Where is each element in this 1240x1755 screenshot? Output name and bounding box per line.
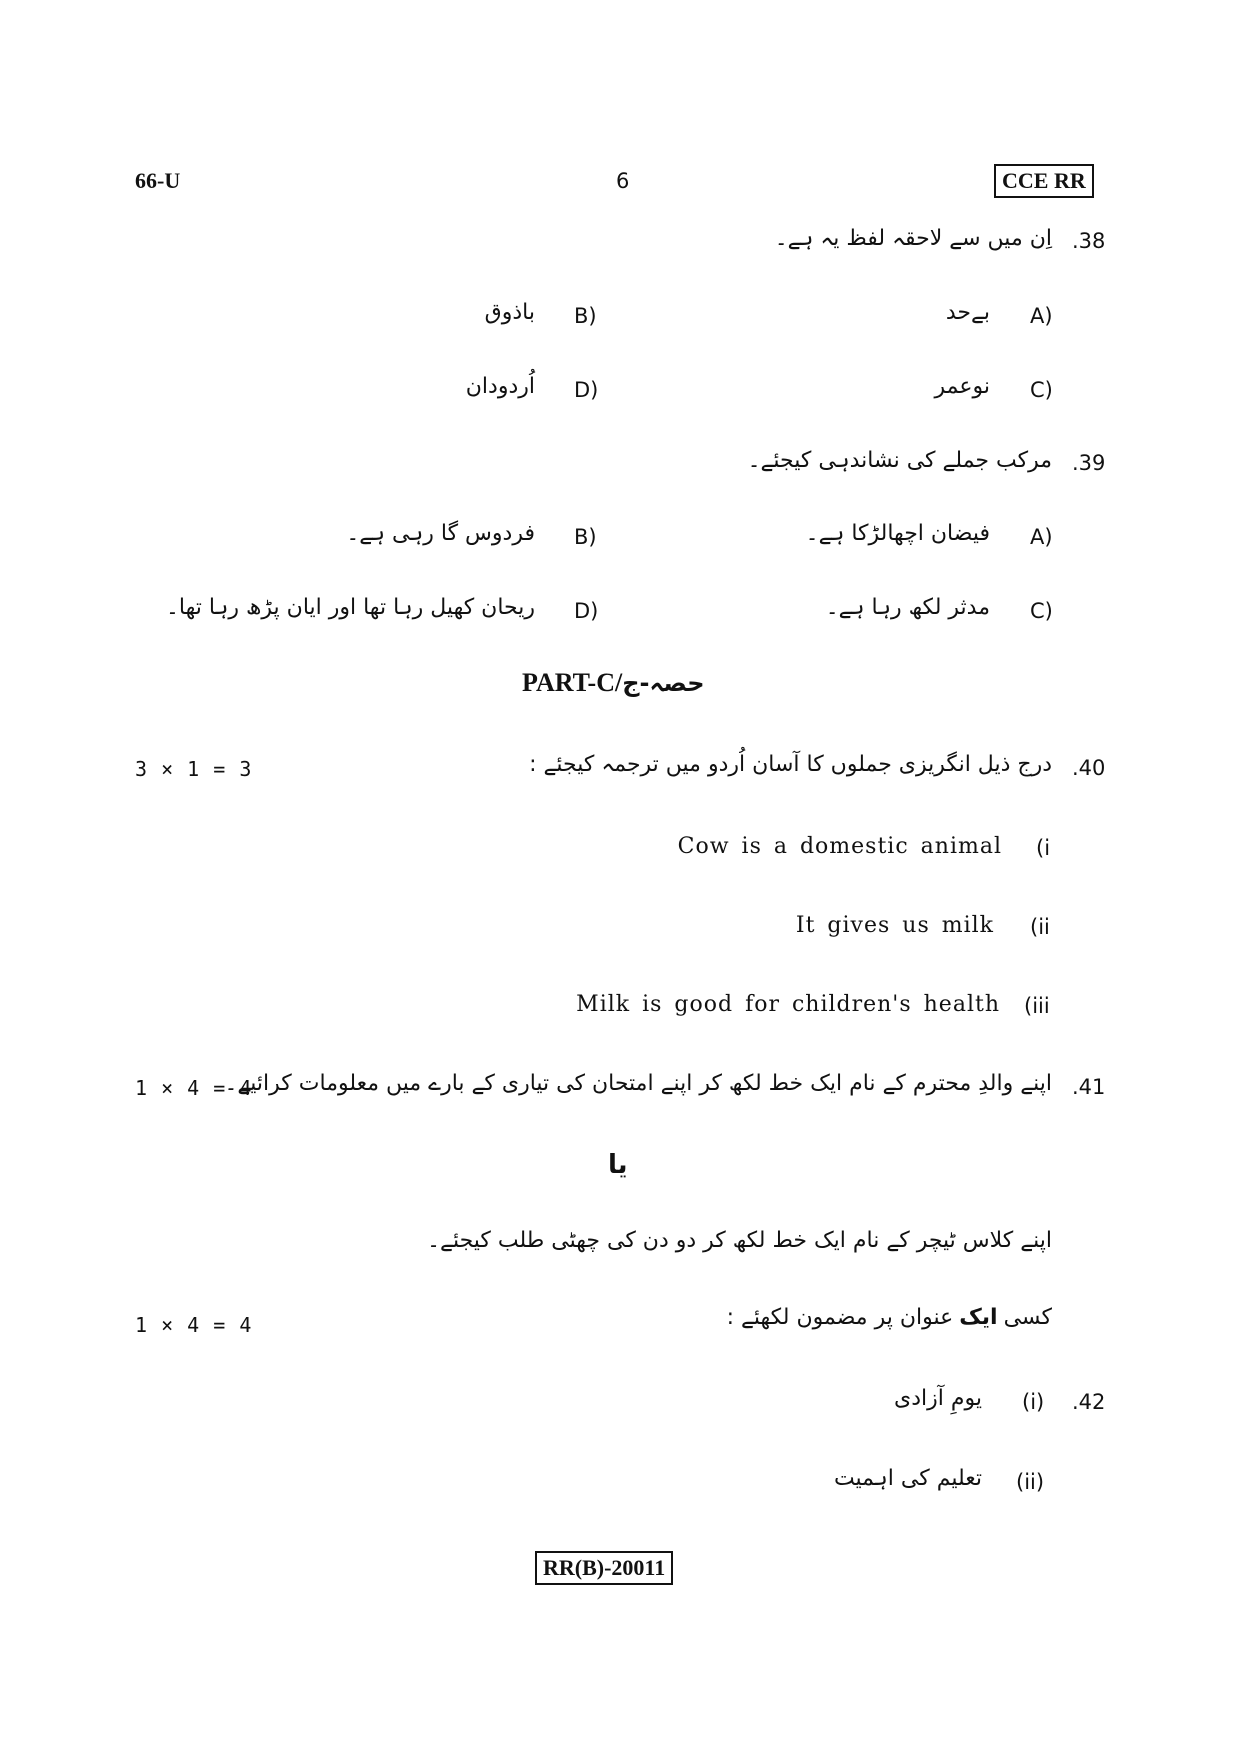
- q40-prompt: درج ذیل انگریزی جملوں کا آسان اُردو میں ترجمہ کیجئے :: [529, 752, 1052, 777]
- q39-option-a-text: فیضان اچھالڑکا ہے۔: [805, 521, 990, 546]
- footer-code-box: RR(B)-20011: [535, 1551, 673, 1585]
- q38-prompt: اِن میں سے لاحقہ لفظ یہ ہے۔: [774, 226, 1052, 251]
- q38-option-a-label: A): [1030, 304, 1053, 328]
- q38-option-a-text: بےحد: [945, 300, 990, 325]
- q41-prompt: اپنے والدِ محترم کے نام ایک خط لکھ کر اپنے امتحان کی تیاری کے بارے میں معلومات کرائیے۔: [224, 1071, 1052, 1096]
- q42-item-i-label: (i): [1022, 1390, 1045, 1414]
- part-c-heading: [522, 668, 704, 698]
- q40-item-ii-text: It gives us milk: [795, 913, 994, 938]
- q42-prompt-pre: کسی: [1003, 1305, 1052, 1330]
- q39-option-c-label: C): [1030, 599, 1053, 623]
- q38-option-d-label: D): [574, 378, 599, 402]
- q42-item-ii-label: (ii): [1016, 1470, 1045, 1494]
- q42-prompt: [727, 1305, 1052, 1330]
- q39-option-d-label: D): [574, 599, 599, 623]
- q41-or-text: یا: [608, 1150, 628, 1180]
- q39-option-b-label: B): [574, 525, 597, 549]
- q38-option-b-label: B): [574, 304, 597, 328]
- paper-code: 66-U: [135, 168, 181, 193]
- q39-option-d-text: ریحان کھیل رہا تھا اور ایان پڑھ رہا تھا۔: [165, 595, 535, 620]
- q39-option-b-text: فردوس گا رہی ہے۔: [346, 521, 535, 546]
- q42-item-ii-text: تعلیم کی اہمیت: [833, 1466, 982, 1491]
- q42-prompt-post: عنوان پر مضمون لکھئے :: [726, 1305, 954, 1330]
- page-number: 6: [616, 169, 630, 193]
- q39-option-a-label: A): [1030, 525, 1053, 549]
- q42-prompt-bold: ایک: [959, 1305, 998, 1330]
- q40-marks: 3 × 1 = 3: [135, 757, 253, 781]
- q41-number: .41: [1072, 1075, 1106, 1099]
- q40-number: .40: [1072, 756, 1106, 780]
- q38-option-b-text: باذوق: [484, 300, 535, 325]
- q39-prompt: مرکب جملے کی نشاندہی کیجئے۔: [747, 448, 1052, 473]
- q40-item-iii-text: Milk is good for children's health: [576, 992, 1000, 1017]
- q42-number: .42: [1072, 1390, 1106, 1414]
- series-code-box: CCE RR: [994, 164, 1094, 198]
- q41-alt-prompt: اپنے کلاس ٹیچر کے نام ایک خط لکھ کر دو دن کی چھٹی طلب کیجئے۔: [427, 1228, 1052, 1253]
- q40-item-ii-label: (ii: [1030, 915, 1050, 939]
- q38-option-d-text: اُردودان: [465, 374, 535, 399]
- q38-option-c-label: C): [1030, 378, 1053, 402]
- q41-marks: 1 × 4 = 4: [135, 1076, 253, 1100]
- q42-marks: 1 × 4 = 4: [135, 1313, 253, 1337]
- q40-item-iii-label: (iii: [1024, 994, 1050, 1018]
- q39-number: .39: [1072, 451, 1106, 475]
- q38-number: .38: [1072, 229, 1106, 253]
- q42-item-i-text: یومِ آزادی: [894, 1386, 982, 1411]
- part-c-urdu: حصہ-ج: [622, 669, 705, 697]
- q38-option-c-text: نوعمر: [934, 374, 990, 399]
- q40-item-i-label: (i: [1036, 836, 1051, 860]
- part-c-latin: PART-C/: [522, 668, 623, 697]
- q40-item-i-text: Cow is a domestic animal: [677, 834, 1002, 859]
- q39-option-c-text: مدثر لکھ رہا ہے۔: [825, 595, 990, 620]
